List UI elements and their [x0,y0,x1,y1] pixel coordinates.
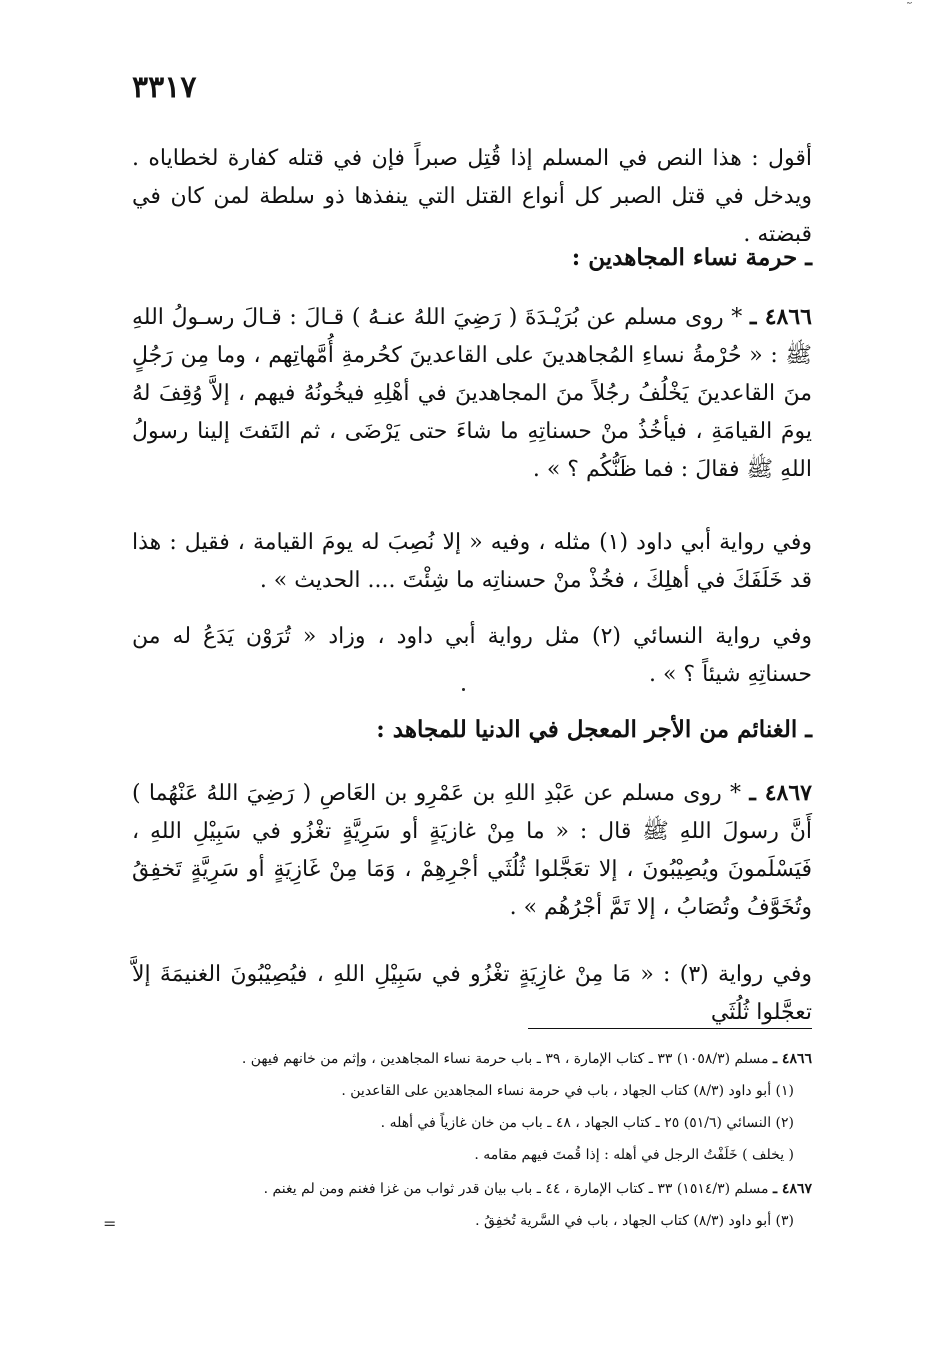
footnote [150,1048,812,1070]
hadith-number: ٤٨٦٦ ـ [749,304,812,330]
hadith-number: ٤٨٦٧ ـ [749,780,812,806]
footnote-text: مسلم (١٠٥٨/٣) ٣٣ ـ كتاب الإمارة ، ٣٩ ـ باب حرمة نساء المجاهدين ، وإثم من خانهم فيهن . [241,1051,769,1067]
nasai-paragraph: وفي رواية النسائي (٢) مثل رواية أبي داود ، وزاد « تُرَوْن يَدَعُ له من حسناتِهِ شيئاً ؟ » . [132,624,813,687]
footnote [150,1178,812,1200]
footnote-text: (٢) النسائي (٥١/٦) ٢٥ ـ كتاب الجهاد ، ٤٨ ـ باب من خان غازياً في أهله . [380,1115,794,1131]
page-number: ٣٣١٧ [132,70,197,105]
footnote-number: ٤٨٦٦ ـ [772,1051,812,1067]
margin-mark: = [103,1214,117,1233]
hadith-text: * روى مسلم عن عَبْدِ اللهِ بن عَمْرِو بن العَاصِ ( رَضِيَ اللهُ عَنْهُما ) أَنَّ رسولَ اللهِ ﷺ قال : « ما مِنْ غازيَةٍ أو سَرِيَّةٍ تغْزُو في سَبِيْلِ اللهِ ، فَيَسْلَمونَ ويُصِيْبُونَ ، إلا تعَجَّلوا ثُلُثَي أجْرِهِمْ ، وَمَا مِنْ غَازِيَةٍ أو سَرِيَّةٍ تَخفِقُ وتُخَوَّفُ وتُصَابُ ، إلا تَمَّ أجْرُهُم » . [132,781,812,920]
footnote-number: ٤٨٦٧ ـ [772,1181,812,1197]
stray-dot [462,688,465,691]
footnote-text: ( يخلف ) خَلَفْتُ الرجل في أهله : إذا قُمتَ فيهم مقامه . [474,1147,794,1163]
footnote-text: (٣) أبو داود (٨/٣) كتاب الجهاد ، باب في السَّرية تُخفِقُ . [475,1213,794,1229]
section-heading-spoils: ـ الغنائم من الأجر المعجل في الدنيا للمجاهد : [376,716,812,743]
hadith-4867 [132,774,812,927]
last-paragraph: وفي رواية (٣) : « مَا مِنْ غازِيَةٍ تغْزُو في سَبِيْلِ اللهِ ، فيُصِيْبُونَ الغنيمَةَ إلاَّ تعجَّلوا ثُلُثَي [132,962,813,1025]
abu-dawud-paragraph: وفي رواية أبي داود (١) مثله ، وفيه « إلا نُصِبَ له يومَ القيامة ، فقيل : هذا قد خَلَفَكَ في أهلِكَ ، فخُذْ منْ حسناتِه ما شِئْتَ .... الحديث » . [132,530,812,593]
footnote-text: (١) أبو داود (٨/٣) كتاب الجهاد ، باب في حرمة نساء المجاهدين على القاعدين . [341,1083,794,1099]
intro-paragraph: أقول : هذا النص في المسلم إذا قُتِل صبراً فإن في قتله كفارة لخطاياه . ويدخل في قتل الصبر كل أنواع القتل التي ينفذها ذو سلطة لمن كان في قبضته . [132,146,812,247]
hadith-text: * روى مسلم عن بُرَيْـدَةَ ( رَضِيَ اللهُ عنـهُ ) قـالَ : قـالَ رسـولُ اللهِ ﷺ : « حُرْمةُ نساءِ المُجاهدينَ على القاعدينَ كحُرمةِ أُمَّهاتِهم ، وما مِن رَجُلٍ منَ القاعدينَ يَخْلُفُ رجُلاً منَ المجاهدينَ في أهْلِهِ فيخُونُهُ فيهم ، إلاَّ وُقِفَ لهُ يومَ القيامَةِ ، فيأخُذُ منْ حسناتِهِ ما شاءَ حتى يَرْضَى ، ثم التَفتَ إلينا رسولُ اللهِ ﷺ فقالَ : فما ظَنُّكُم ؟ » . [132,305,812,482]
footnote-divider [528,1028,812,1029]
section-heading-women-of-mujahideen: ـ حرمة نساء المجاهدين : [571,244,812,271]
footnote [150,1112,812,1134]
footnote [150,1210,812,1232]
footnote-text: مسلم (١٥١٤/٣) ٣٣ ـ كتاب الإمارة ، ٤٤ ـ باب بيان قدر ثواب من غزا فغنم ومن لم يغنم . [263,1181,769,1197]
footnote [150,1080,812,1102]
footnote [150,1144,812,1166]
hadith-4866 [132,298,812,489]
